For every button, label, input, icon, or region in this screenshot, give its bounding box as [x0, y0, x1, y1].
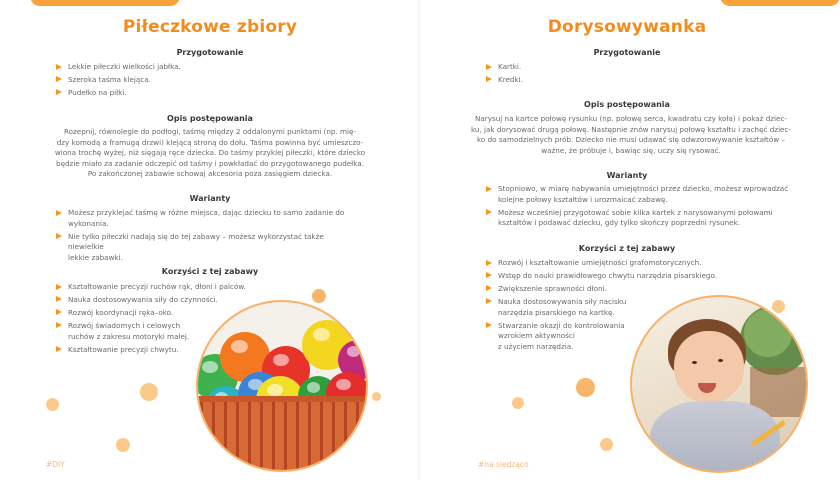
decorative-dot — [116, 438, 130, 452]
top-tab — [30, 0, 180, 6]
list-item: Możesz przyklejać taśmę w różne miejsca, dając dziecku to samo zadanie do wykonania. — [56, 208, 356, 229]
list-item: Stwarzanie okazji do kontrolowania wzrokiem aktywności z użyciem narzędzia. — [486, 321, 726, 353]
triangle-arrow-icon — [56, 346, 62, 352]
procedure-heading: Opis postępowania — [167, 114, 253, 123]
decorative-dot — [600, 438, 613, 451]
procedure-heading: Opis postępowania — [584, 100, 670, 109]
triangle-arrow-icon — [56, 64, 62, 70]
list-item: Szeroka taśma klejąca. — [56, 75, 356, 86]
list-item: Kształtowanie precyzji ruchów rąk, dłoni i palców. — [56, 282, 256, 293]
list-item: Rozwój i kształtowanie umiejętności grafomotorycznych. — [486, 258, 726, 269]
variants-list — [56, 208, 356, 266]
triangle-arrow-icon — [486, 260, 492, 266]
list-item: Nie tylko piłeczki nadają się do tej zabawy – możesz wykorzystać także niewielkie lekkie zabawki. — [56, 232, 356, 264]
triangle-arrow-icon — [486, 272, 492, 278]
benefits-heading: Korzyści z tej zabawy — [161, 267, 259, 276]
decorative-dot — [312, 289, 326, 303]
triangle-arrow-icon — [486, 186, 492, 192]
list-item: Stopniowo, w miarę nabywania umiejętności przez dziecko, możesz wprowadzać kolejne połowy kształtów i urozmaicać zabawę. — [486, 184, 796, 205]
decorative-dot — [512, 397, 524, 409]
variants-heading: Warianty — [189, 194, 231, 203]
procedure-text: Rozepnij, równolegle do podłogi, taśmę między 2 oddalonymi punktami (np. mię- dzy komodą a framugą drzwi) klejącą stroną do dołu. Taśma powinna być umieszczo- wiona trochę wyżej, niż sięgają ręce dziecka. Do taśmy przyklej piłeczki, które dziecko będzie miało za zadanie odczepić od taśmy i powkładać do przygotowanego pudełka. Po zakończonej zabawie schowaj akcesoria poza zasięgiem dziecka. — [54, 127, 366, 179]
triangle-arrow-icon — [486, 64, 492, 70]
triangle-arrow-icon — [56, 309, 62, 315]
triangle-arrow-icon — [486, 298, 492, 304]
triangle-arrow-icon — [56, 296, 62, 302]
procedure-text: Narysuj na kartce połowę rysunku (np. połowę serca, kwadratu czy koła) i pokaż dziec- ku, jak dorysować drugą połowę. Następnie znów narysuj połowę kształtu i zachęć dziec- ko do samodzielnych prób. Dziecko nie musi udawać się odwzorowywanie kształtów – ważne, że próbuje i, bawiąc się, uczy się rysować. — [470, 114, 792, 155]
page-title: Dorysowywanka — [547, 17, 707, 37]
decorative-dot — [372, 392, 381, 401]
variants-list — [486, 184, 796, 231]
triangle-arrow-icon — [486, 76, 492, 82]
page-title: Piłeczkowe zbiory — [122, 17, 298, 37]
triangle-arrow-icon — [56, 233, 62, 239]
top-tab — [720, 0, 840, 6]
triangle-arrow-icon — [486, 285, 492, 291]
triangle-arrow-icon — [56, 76, 62, 82]
list-item: Rozwój świadomych i celowych ruchów z zakresu motoryki małej. — [56, 321, 256, 342]
plant — [740, 305, 808, 375]
list-item: Rozwój koordynacji ręka–oko. — [56, 308, 256, 319]
preparation-heading: Przygotowanie — [593, 48, 661, 57]
decorative-dot — [576, 378, 595, 397]
list-item: Kartki. — [486, 62, 686, 73]
hashtag: #DIY — [46, 460, 65, 469]
triangle-arrow-icon — [486, 209, 492, 215]
triangle-arrow-icon — [56, 284, 62, 290]
list-item: Lekkie piłeczki wielkości jabłka. — [56, 62, 356, 73]
preparation-heading: Przygotowanie — [176, 48, 244, 57]
preparation-list — [486, 62, 686, 88]
triangle-arrow-icon — [56, 322, 62, 328]
list-item: Kształtowanie precyzji chwytu. — [56, 345, 256, 356]
child-eye — [718, 359, 723, 362]
balls-photo — [196, 300, 368, 472]
hashtag: #na siedząco — [478, 460, 529, 469]
decorative-dot — [46, 398, 59, 411]
triangle-arrow-icon — [56, 89, 62, 95]
variants-heading: Warianty — [606, 171, 648, 180]
basket — [196, 402, 368, 472]
triangle-arrow-icon — [486, 322, 492, 328]
list-item: Nauka dostosowywania siły nacisku narzędzia pisarskiego na kartkę. — [486, 297, 726, 318]
child-drawing-photo — [630, 295, 808, 473]
benefits-heading: Korzyści z tej zabawy — [578, 244, 676, 253]
list-item: Kredki. — [486, 75, 686, 86]
list-item: Pudełko na piłki. — [56, 88, 356, 99]
preparation-list — [56, 62, 356, 101]
child-eye — [692, 361, 697, 364]
decorative-dot — [140, 383, 158, 401]
list-item: Zwiększenie sprawności dłoni. — [486, 284, 726, 295]
list-item: Wstęp do nauki prawidłowego chwytu narzędzia pisarskiego. — [486, 271, 726, 282]
triangle-arrow-icon — [56, 210, 62, 216]
list-item: Możesz wcześniej przygotować sobie kilka kartek z narysowanymi połowami kształtów i podawać dziecku, gdy tylko skończy poprzedni rysunek. — [486, 208, 796, 229]
list-item: Nauka dostosowywania siły do czynności. — [56, 295, 256, 306]
